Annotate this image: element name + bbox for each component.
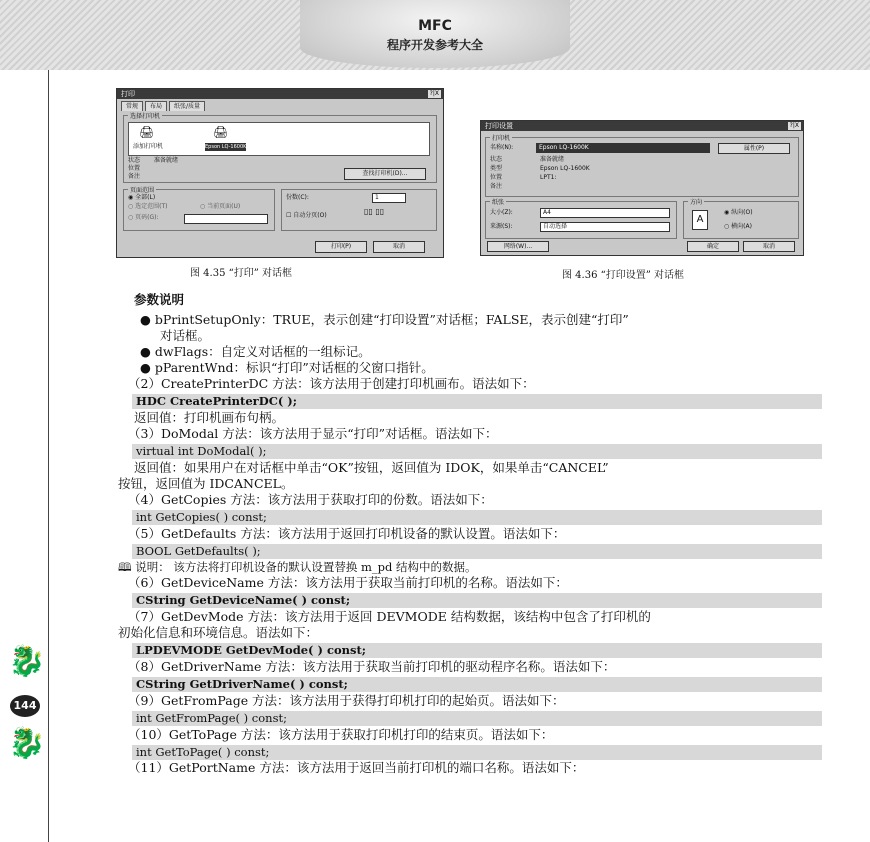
collate-checkbox[interactable]: ☐ 自动分页(O): [286, 212, 327, 219]
note-label: 说明：: [135, 560, 170, 574]
code-getdevmode: LPDEVMODE GetDevMode( ) const;: [132, 643, 822, 658]
range-pages-label: 页码(G):: [135, 214, 159, 221]
setup-status-value: 准备就绪: [540, 156, 565, 163]
note-text: 该方法将打印机设备的默认设置替换 m_pd 结构中的数据。: [173, 560, 477, 574]
name-label: 名称(N):: [490, 144, 514, 151]
code-getcopies: int GetCopies( ) const;: [132, 510, 822, 525]
print-setup-titlebar: [481, 121, 803, 131]
item-getdevmode: （7）GetDevMode 方法：该方法用于返回 DEVMODE 结构数据，该结构中包含了打印机的: [128, 609, 651, 624]
select-printer-label: 选择打印机: [130, 113, 161, 120]
series-name: MFC: [418, 18, 452, 34]
code-getfrompage: int GetFromPage( ) const;: [132, 711, 822, 726]
properties-button[interactable]: 属性(P): [718, 143, 790, 154]
print-dialog: [116, 88, 444, 258]
bullet-dwflags: ● dwFlags：自定义对话框的一组标记。: [140, 344, 371, 359]
setup-location-value: LPT1:: [540, 174, 557, 181]
portrait-label: 纵向(O): [731, 209, 753, 216]
portrait-radio[interactable]: ◉ 纵向(O): [724, 209, 753, 216]
collate-icon: ▯▯ ▯▯: [364, 207, 385, 216]
tab-paper-quality[interactable]: 纸张/质量: [169, 101, 205, 111]
source-label: 来源(S):: [490, 223, 513, 230]
add-printer-icon[interactable]: 🖨: [139, 125, 155, 139]
setup-comment-label: 备注: [490, 183, 503, 190]
code-domodal: virtual int DoModal( );: [132, 444, 822, 459]
tab-layout[interactable]: 布局: [145, 101, 167, 111]
orientation-label: 方向: [690, 199, 703, 206]
range-pages-radio[interactable]: ○ 页码(G):: [128, 214, 159, 221]
page-number: 144: [10, 695, 40, 717]
item-getdevicename: （6）GetDeviceName 方法：该方法用于获取当前打印机的名称。语法如下：: [128, 575, 568, 590]
page-header: [0, 0, 870, 70]
add-printer-label[interactable]: 添加打印机: [133, 143, 164, 150]
collate-label: 自动分页(O): [293, 212, 327, 219]
printer-name-select[interactable]: Epson LQ-1600K: [536, 143, 710, 153]
dragon-ornament-bottom: 🐉: [8, 726, 46, 761]
range-current-radio[interactable]: ○ 当前页面(U): [200, 203, 241, 210]
return-domodal-cont: 按钮，返回值为 IDCANCEL。: [118, 476, 294, 491]
location-label: 位置: [128, 165, 141, 172]
select-printer-group: [123, 115, 437, 183]
range-selection-radio[interactable]: ○ 选定范围(T): [128, 203, 168, 210]
page-range-group: [123, 189, 275, 231]
range-current-label: 当前页面(U): [207, 203, 241, 210]
setup-ok-button[interactable]: 确定: [687, 241, 739, 252]
figure-4-35-caption: 图 4.35 “打印” 对话框: [190, 268, 293, 279]
setup-status-label: 状态: [490, 156, 503, 163]
printer-icon[interactable]: 🖨: [213, 125, 229, 139]
margin-rule: [48, 70, 49, 842]
orientation-group: [683, 201, 799, 239]
params-heading: 参数说明: [134, 292, 185, 307]
print-dialog-title: 打印: [121, 90, 135, 98]
return-domodal: 返回值：如果用户在对话框中单击“OK”按钮，返回值为 IDOK，如果单击“CANCEL”: [134, 460, 609, 475]
landscape-radio[interactable]: ○ 横向(A): [724, 223, 752, 230]
find-printer-button[interactable]: 查找打印机(D)...: [344, 168, 426, 180]
figure-4-36-caption: 图 4.36 “打印设置” 对话框: [562, 270, 685, 281]
copies-input[interactable]: 1: [372, 193, 406, 203]
size-label: 大小(Z):: [490, 209, 513, 216]
item-getdrivername: （8）GetDriverName 方法：该方法用于获取当前打印机的驱动程序名称。语法如下：: [128, 659, 616, 674]
setup-location-label: 位置: [490, 174, 503, 181]
range-selection-label: 选定范围(T): [135, 203, 168, 210]
landscape-label: 横向(A): [731, 223, 752, 230]
code-gettopage: int GetToPage( ) const;: [132, 745, 822, 760]
print-button[interactable]: 打印(P): [315, 241, 367, 253]
print-setup-close-icon[interactable]: ?|X: [789, 122, 799, 129]
network-button[interactable]: 网络(W)...: [487, 241, 549, 252]
book-title: 程序开发参考大全: [386, 38, 483, 52]
bullet-pparentwnd: ● pParentWnd：标识“打印”对话框的父窗口指针。: [140, 360, 434, 375]
item-getportname: （11）GetPortName 方法：该方法用于返回当前打印机的端口名称。语法如下：: [128, 760, 585, 775]
status-value: 准备就绪: [154, 157, 179, 164]
copies-group: [281, 189, 437, 231]
item-getcopies: （4）GetCopies 方法：该方法用于获取打印的份数。语法如下：: [128, 492, 493, 507]
code-createprinterdc: HDC CreatePrinterDC( );: [132, 394, 822, 409]
comment-label: 备注: [128, 173, 141, 180]
item-getfrompage: （9）GetFromPage 方法：该方法用于获得打印机打印的起始页。语法如下：: [128, 693, 565, 708]
item-createprinterdc: （2）CreatePrinterDC 方法：该方法用于创建打印机画布。语法如下：: [128, 376, 535, 391]
item-getdevmode-cont: 初始化信息和环境信息。语法如下：: [118, 625, 319, 640]
setup-cancel-button[interactable]: 取消: [743, 241, 795, 252]
item-getdefaults: （5）GetDefaults 方法：该方法用于返回打印机设备的默认设置。语法如下：: [128, 526, 566, 541]
type-label: 类型: [490, 165, 503, 172]
tab-general[interactable]: 常规: [121, 101, 143, 111]
print-dialog-tabs: [117, 99, 443, 111]
bullet-bprintsetuponly: ● bPrintSetupOnly：TRUE，表示创建“打印设置”对话框；FALSE，表示创建“打印”: [140, 312, 629, 327]
range-all-radio[interactable]: ◉ 全部(L): [128, 194, 156, 201]
page-range-label: 页面范围: [130, 187, 155, 194]
orientation-icon: A: [692, 210, 708, 230]
status-label: 状态: [128, 157, 141, 164]
range-all-label: 全部(L): [135, 194, 156, 201]
paper-group: [485, 201, 677, 239]
print-setup-dialog: [480, 120, 804, 256]
paper-size-select[interactable]: A4: [540, 208, 670, 218]
dragon-ornament-top: 🐉: [8, 644, 46, 679]
note: [118, 559, 477, 575]
item-gettopage: （10）GetToPage 方法：该方法用于获取打印机打印的结束页。语法如下：: [128, 727, 554, 742]
paper-source-select[interactable]: 自动选择: [540, 222, 670, 232]
printer-list[interactable]: [128, 122, 430, 156]
printer-icon-label[interactable]: Epson LQ-1600K: [205, 144, 247, 150]
print-setup-title: 打印设置: [485, 122, 513, 130]
copies-label: 份数(C):: [286, 194, 309, 201]
print-dialog-close-icon[interactable]: ?|X: [429, 90, 439, 97]
paper-group-label: 纸张: [492, 199, 505, 206]
series-badge: [300, 0, 570, 68]
return-createprinterdc: 返回值：打印机画布句柄。: [134, 410, 285, 425]
bullet-bprintsetuponly-cont: 对话框。: [160, 328, 211, 343]
note-book-icon: 🕮: [118, 560, 132, 574]
pages-input[interactable]: [184, 214, 268, 224]
setup-printer-group: [485, 137, 799, 197]
type-value: Epson LQ-1600K: [540, 165, 590, 172]
code-getdefaults: BOOL GetDefaults( );: [132, 544, 822, 559]
item-domodal: （3）DoModal 方法：该方法用于显示“打印”对话框。语法如下：: [128, 426, 498, 441]
print-cancel-button[interactable]: 取消: [373, 241, 425, 253]
setup-printer-label: 打印机: [492, 135, 511, 142]
code-getdevicename: CString GetDeviceName( ) const;: [132, 593, 822, 608]
print-dialog-titlebar: [117, 89, 443, 99]
code-getdrivername: CString GetDriverName( ) const;: [132, 677, 822, 692]
